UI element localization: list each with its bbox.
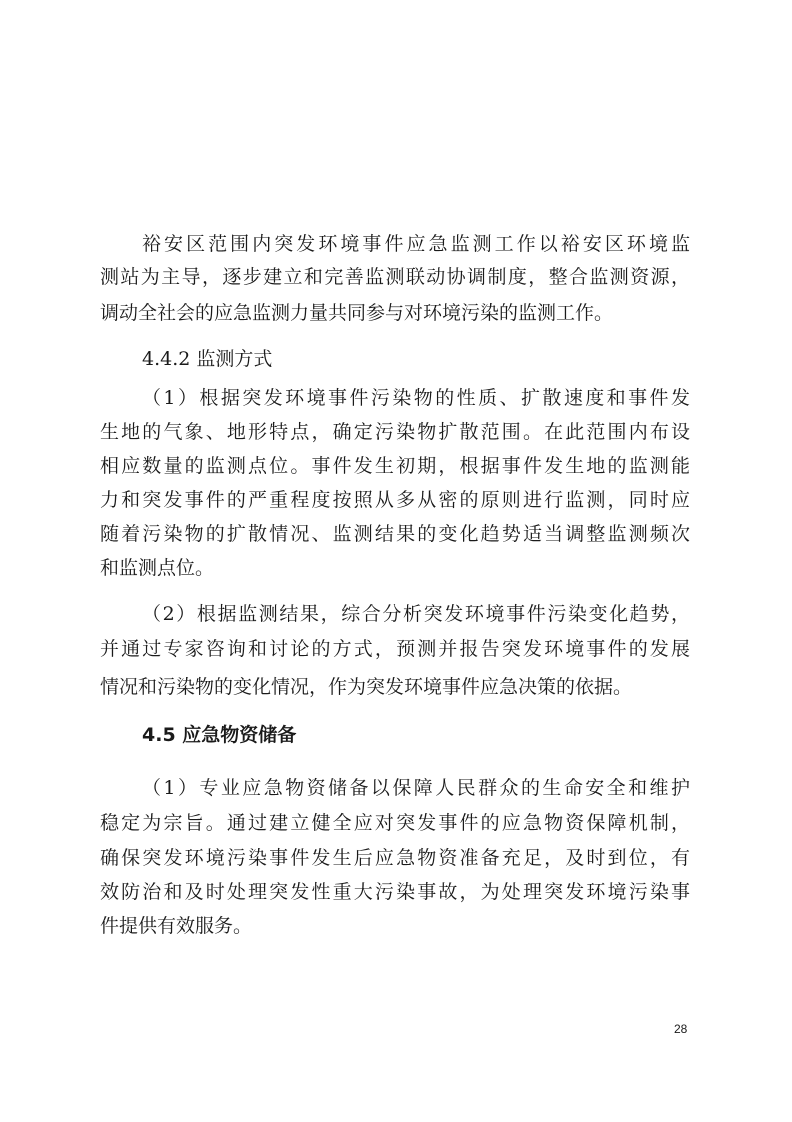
text-line: 效防治和及时处理突发性重大污染事故，为处理突发环境污染事 xyxy=(100,881,693,903)
text-line: 稳定为宗旨。通过建立健全应对突发事件的应急物资保障机制， xyxy=(100,812,693,834)
text-line: 件提供有效服务。 xyxy=(100,915,253,937)
text-line: 力和突发事件的严重程度按照从多从密的原则进行监测，同时应 xyxy=(100,489,693,511)
text-line: （1）根据突发环境事件污染物的性质、扩散速度和事件发 xyxy=(142,387,693,409)
page-number: 28 xyxy=(674,1022,688,1036)
text-line: 生地的气象、地形特点，确定污染物扩散范围。在此范围内布设 xyxy=(100,421,693,443)
text-line: （2）根据监测结果，综合分析突发环境事件污染变化趋势， xyxy=(142,603,692,625)
section-heading-4-5: 4.5 应急物资储备 xyxy=(142,724,297,746)
text-line: 相应数量的监测点位。事件发生初期，根据事件发生地的监测能 xyxy=(100,455,693,477)
text-line: （1）专业应急物资储备以保障人民群众的生命安全和维护 xyxy=(142,777,693,799)
text-line: 随着污染物的扩散情况、监测结果的变化趋势适当调整监测频次 xyxy=(100,523,693,545)
section-heading-4-4-2: 4.4.2 监测方式 xyxy=(142,348,273,370)
text-line: 测站为主导，逐步建立和完善监测联动协调制度，整合监测资源， xyxy=(100,266,692,288)
text-line: 裕安区范围内突发环境事件应急监测工作以裕安区环境监 xyxy=(142,233,694,255)
text-line: 调动全社会的应急监测力量共同参与对环境污染的监测工作。 xyxy=(100,302,614,324)
text-line: 并通过专家咨询和讨论的方式，预测并报告突发环境事件的发展 xyxy=(100,638,693,660)
text-line: 和监测点位。 xyxy=(100,557,215,579)
text-line: 情况和污染物的变化情况，作为突发环境事件应急决策的依据。 xyxy=(100,676,633,698)
text-line: 确保突发环境污染事件发生后应急物资准备充足，及时到位，有 xyxy=(100,847,693,869)
